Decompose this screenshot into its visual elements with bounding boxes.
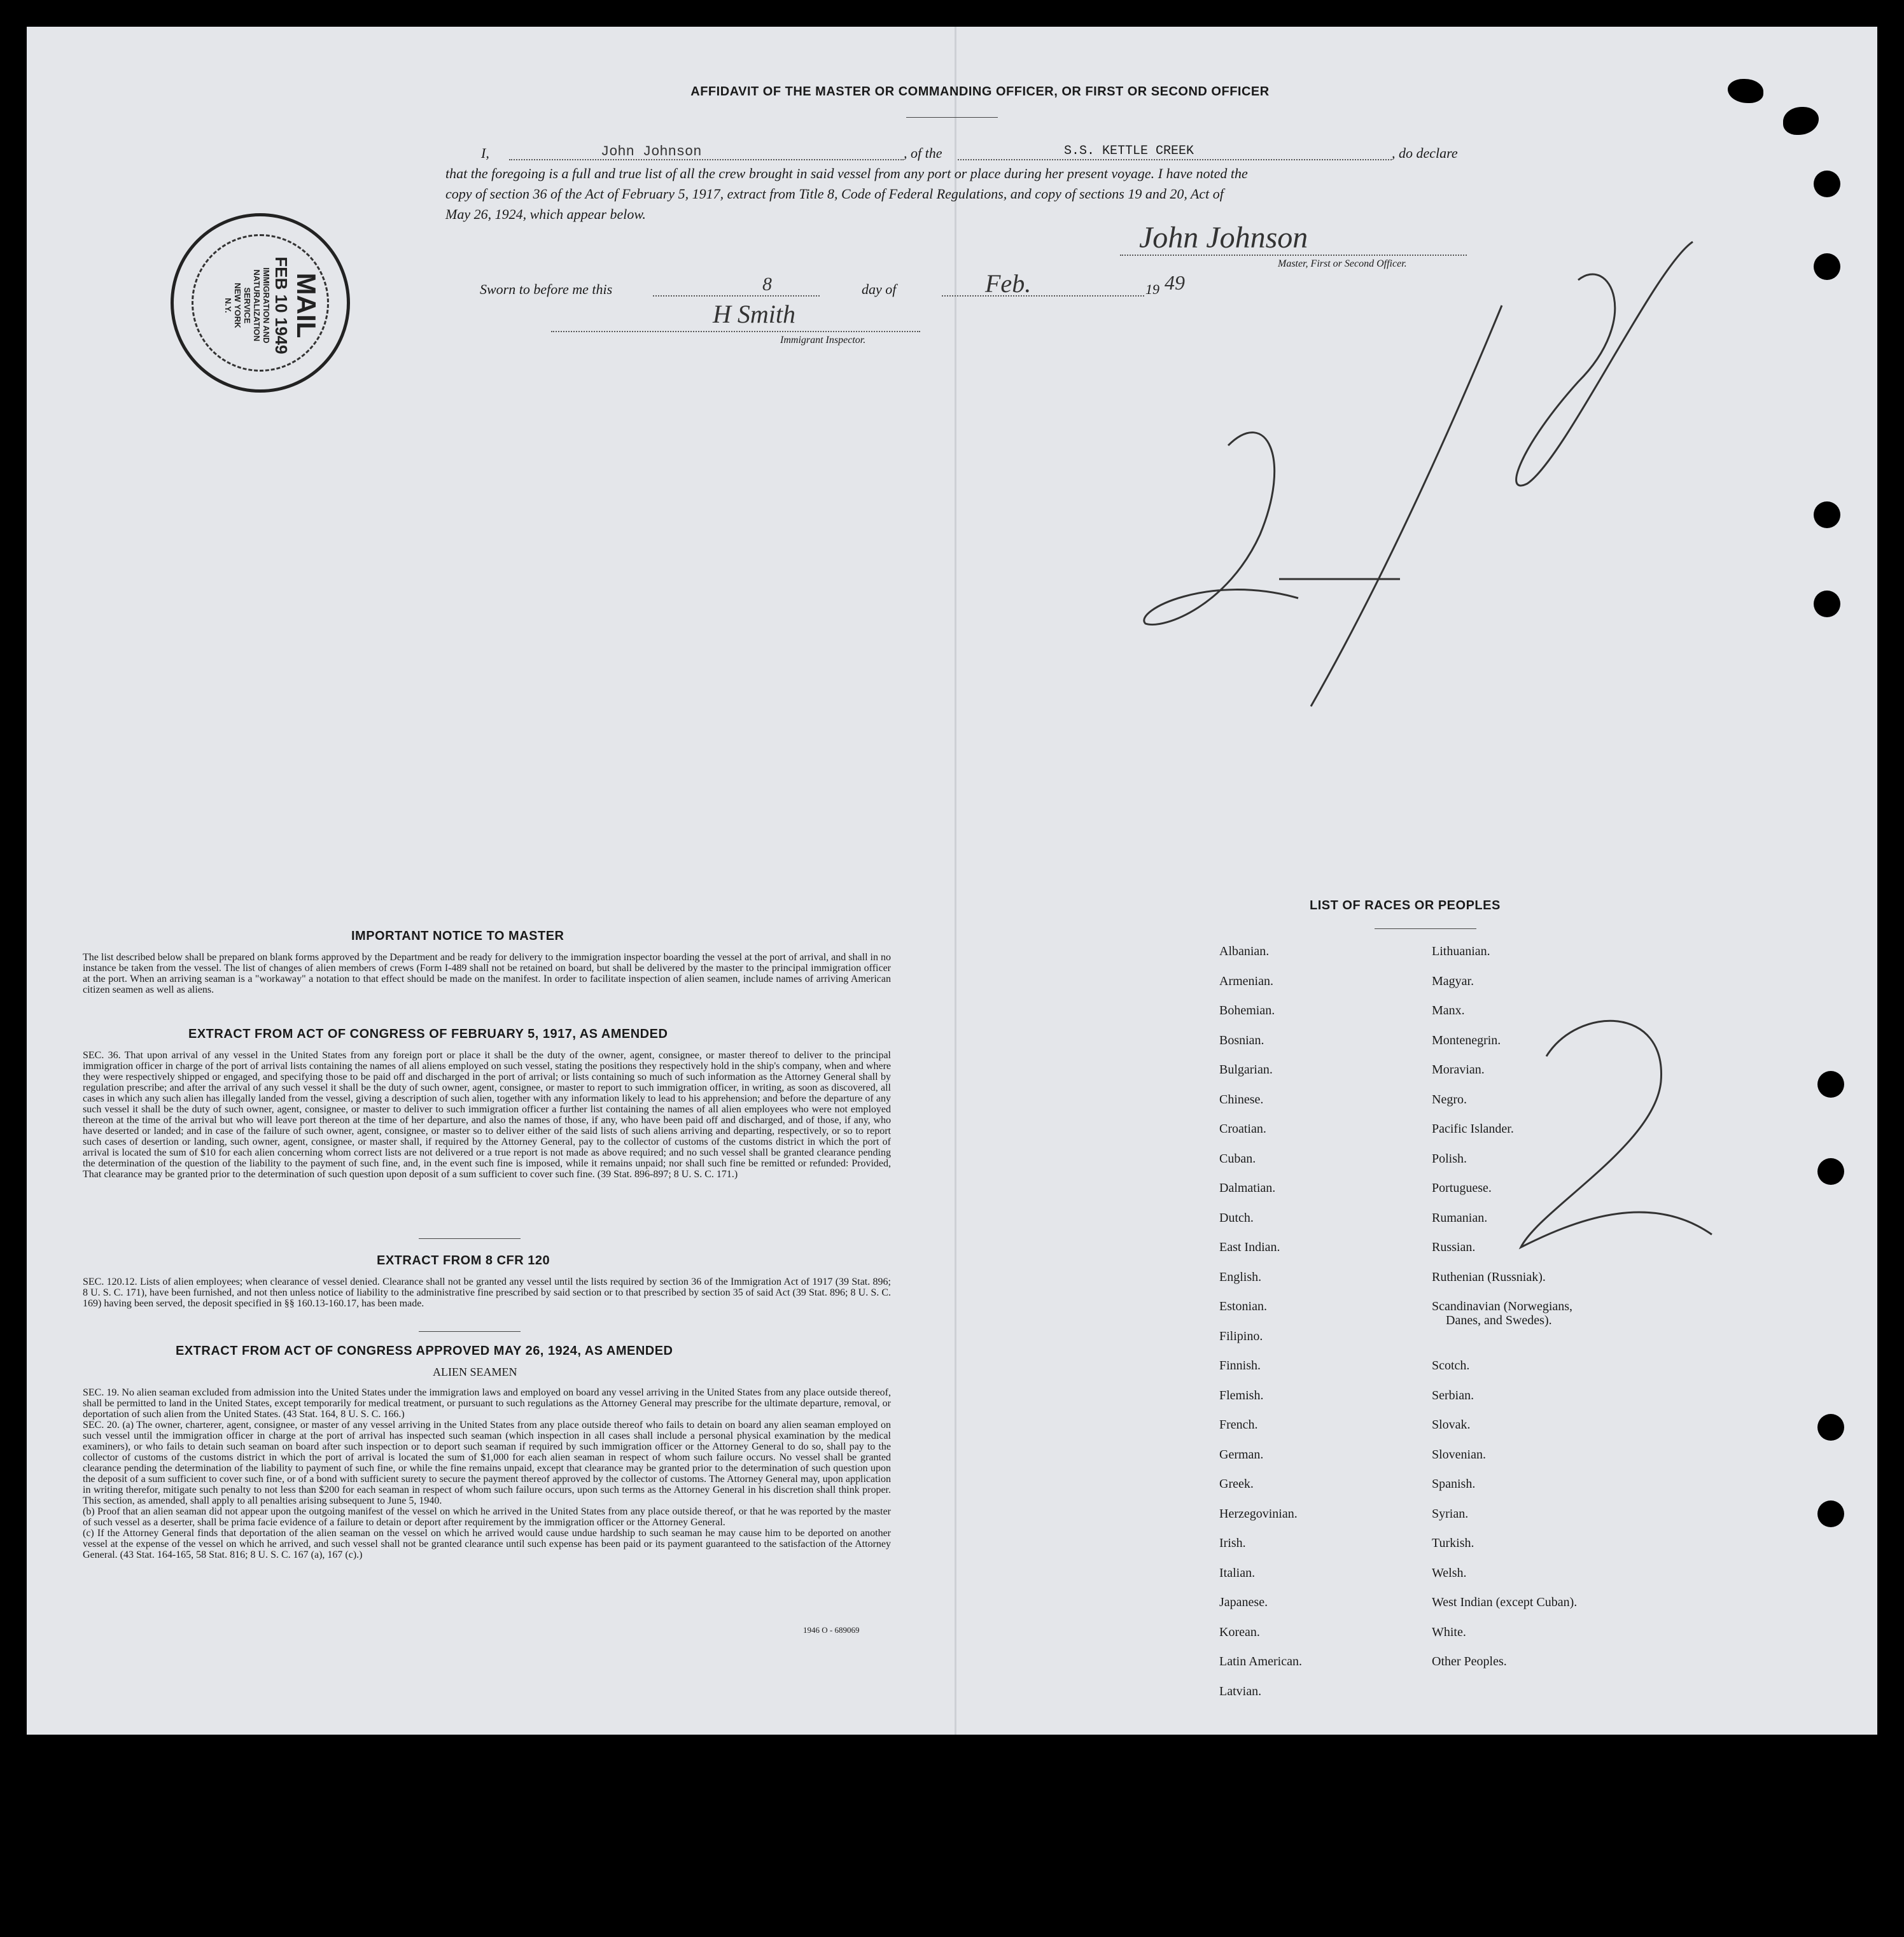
vessel-name: S.S. KETTLE CREEK bbox=[1064, 144, 1194, 158]
stamp-line-3: SERVICE bbox=[242, 287, 252, 324]
inspector-signature: H Smith bbox=[713, 300, 795, 328]
stamp-line-5: N.Y. bbox=[223, 298, 233, 313]
race-item: French. bbox=[1219, 1418, 1258, 1432]
sworn-month: Feb. bbox=[985, 269, 1032, 298]
race-item: Montenegrin. bbox=[1432, 1033, 1501, 1047]
handwritten-248 bbox=[1144, 242, 1693, 706]
extract-cfr-title: EXTRACT FROM 8 CFR 120 bbox=[377, 1254, 550, 1268]
race-item: Negro. bbox=[1432, 1092, 1467, 1107]
race-item: Pacific Islander. bbox=[1432, 1122, 1514, 1136]
extract-1924-body bbox=[83, 1387, 891, 1560]
race-item: Latin American. bbox=[1219, 1654, 1302, 1668]
declaration-line-2: that the foregoing is a full and true list of all the crew brought in said vessel from any port or place during her present voyage. I have noted the bbox=[445, 165, 1248, 181]
race-item: Serbian. bbox=[1432, 1388, 1474, 1402]
sec-20c-paragraph: (c) If the Attorney General finds that deportation of the alien seaman on the vessel on which he arrived would cause undue hardship to such seaman he may cause him to be deported on another vessel at the expense of the vessel on which he arrived, and such vessel shall not be granted clearance until such expense has been paid or its payment guaranteed to the satisfaction of the Attorney General. (43 Stat. 164-165, 58 Stat. 816; 8 U. S. C. 167 (a), 167 (c).) bbox=[83, 1528, 891, 1560]
stamp-word: MAIL bbox=[291, 272, 321, 339]
extract-1917-title: EXTRACT FROM ACT OF CONGRESS OF FEBRUARY 5, 1917, AS AMENDED bbox=[188, 1027, 668, 1041]
race-item: Armenian. bbox=[1219, 974, 1273, 988]
sec-20b-paragraph: (b) Proof that an alien seaman did not appear upon the outgoing manifest of the vessel on which he arrived in the United States from any place outside thereof, or that he was reported by the master of such vessel as a deserter, shall be prima facie evidence of a failure to detain or deport after requirement by the immigration officer or the Attorney General. bbox=[83, 1506, 891, 1528]
sec-19-paragraph: SEC. 19. No alien seaman excluded from admission into the United States under the immigration laws and employed on board any vessel arriving in the United States from any place outside thereof, shall be permitted to land in the United States, except temporarily for medical treatment, or pursuant to such regulations as the Attorney General may prescribe for the ultimate departure, removal, or deportation of such alien from the United States. (43 Stat. 164, 8 U. S. C. 166.) bbox=[83, 1387, 891, 1420]
race-item: Finnish. bbox=[1219, 1359, 1261, 1373]
declaration-line-4: May 26, 1924, which appear below. bbox=[445, 206, 646, 222]
race-item: Scotch. bbox=[1432, 1359, 1470, 1373]
race-item: Bohemian. bbox=[1219, 1003, 1275, 1017]
section-rule bbox=[419, 1331, 521, 1332]
race-item: Flemish. bbox=[1219, 1388, 1264, 1402]
signer-caption: Master, First or Second Officer. bbox=[1278, 258, 1407, 269]
stamp-line-1: IMMIGRATION AND bbox=[262, 267, 271, 344]
affidavit-title: AFFIDAVIT OF THE MASTER OR COMMANDING OFFICER, OR FIRST OR SECOND OFFICER bbox=[690, 85, 1270, 99]
alien-seamen-subtitle: ALIEN SEAMEN bbox=[433, 1366, 517, 1378]
race-item: Estonian. bbox=[1219, 1299, 1267, 1313]
races-title: LIST OF RACES OR PEOPLES bbox=[1310, 899, 1501, 913]
race-item: Moravian. bbox=[1432, 1063, 1485, 1077]
race-item: Cuban. bbox=[1219, 1151, 1256, 1166]
sworn-year: 49 bbox=[1165, 271, 1185, 294]
race-item: West Indian (except Cuban). bbox=[1432, 1595, 1578, 1609]
race-item: Albanian. bbox=[1219, 944, 1270, 958]
race-item: Spanish. bbox=[1432, 1477, 1476, 1491]
section-rule bbox=[419, 1238, 521, 1239]
sworn-label: Sworn to before me this bbox=[480, 281, 613, 297]
race-item: Polish. bbox=[1432, 1151, 1467, 1166]
race-item: East Indian. bbox=[1219, 1240, 1280, 1254]
print-code: 1946 O - 689069 bbox=[803, 1625, 860, 1635]
race-item: Welsh. bbox=[1432, 1565, 1467, 1580]
race-item: Croatian. bbox=[1219, 1122, 1266, 1136]
master-signature: John Johnson bbox=[1139, 221, 1308, 255]
race-item: Herzegovinian. bbox=[1219, 1506, 1298, 1521]
notice-title: IMPORTANT NOTICE TO MASTER bbox=[351, 929, 564, 943]
inspector-caption: Immigrant Inspector. bbox=[780, 335, 866, 346]
race-item: Russian. bbox=[1432, 1240, 1476, 1254]
race-item: Lithuanian. bbox=[1432, 944, 1490, 958]
notice-body: The list described below shall be prepared on blank forms approved by the Department and be ready for delivery to the immigration inspector boarding the vessel at the port of arrival, and shall in no instance be taken from the vessel. The list of changes of alien members of crews (Form I-489 shall not be retained on board, but shall be delivered by the master to the principal immigration officer at the port. When an arriving seaman is a "workaway" a notation to that effect should be made on the manifest. In order to facilitate inspection of alien seamen, include names of arriving American citizen seamen as well as aliens. bbox=[83, 952, 891, 995]
race-item: Dutch. bbox=[1219, 1210, 1254, 1225]
extract-1917-body: SEC. 36. That upon arrival of any vessel in the United States from any foreign port or place it shall be the duty of the owner, agent, consignee, or master thereof to deliver to the principal immigration officer in charge of the port of arrival lists containing the names of all aliens employed on such vessel, stating the positions they respectively hold in the ship's company, when and where they were respectively shipped or engaged, and specifying those to be paid off and discharged in the port of arrival; or lists containing so much of such information as the Attorney General shall by regulation prescribe; and after the arrival of any such vessel it shall be the duty of such owner, agent, consignee, or master to report to such immigration officer, in writing, as soon as discovered, all cases in which any such alien has illegally landed from the vessel, giving a description of such alien, together with any information likely to lead to his apprehension; and before the departure of any such vessel it shall be the duty of such owner, agent, consignee, or master to deliver to such immigration officer a further list containing the names of all alien employees who were not employed thereon at the time of the arrival but who will leave port thereon at the time of her departure, and also the names of those, if any, who have been paid off and discharged, and of those, if any, who have deserted or landed; and in case of the failure of such owner, agent, consignee, or master so to deliver either of the said lists of such aliens arriving and departing, respectively, or so to report such cases of desertion or landing, such owner, agent, consignee, or master shall, if required by the Attorney General, pay to the collector of customs of the customs district in which the port of arrival is located the sum of $10 for each alien concerning whom correct lists are not delivered or a true report is not made as above required; and no such vessel shall be granted clearance pending the determination of the question of the liability to the payment of such fine, and, in the event such fine is imposed, while it remains unpaid; nor shall such fine be remitted or refunded: Provided, That clearance may be granted prior to the determination of such question upon deposit of a sum sufficient to cover such fine. (39 Stat. 896-897; 8 U. S. C. 171.) bbox=[83, 1050, 891, 1180]
stamp-line-2: NATURALIZATION bbox=[252, 269, 262, 342]
race-item: Slovak. bbox=[1432, 1418, 1471, 1432]
master-name: John Johnson bbox=[601, 144, 702, 160]
extract-cfr-body: SEC. 120.12. Lists of alien employees; when clearance of vessel denied. Clearance shall not be granted any vessel until the lists required by section 36 of the Immigration Act of 1917 (39 Stat. 896; 8 U. S. C. 171), have been furnished, and not then unless notice of liability to the administrative fine prescribed by said section or to that prescribed by section 35 of said Act (39 Stat. 896; 8 U. S. C. 169) having been served, the deposit specified in §§ 160.13-160.17, has been made. bbox=[83, 1276, 891, 1309]
race-item: Latvian. bbox=[1219, 1684, 1262, 1698]
race-item: Other Peoples. bbox=[1432, 1654, 1507, 1668]
race-item: Dalmatian. bbox=[1219, 1181, 1276, 1195]
declaration-i: I, bbox=[481, 145, 489, 161]
race-item: Manx. bbox=[1432, 1003, 1465, 1017]
stamp-date: FEB 10 1949 bbox=[272, 256, 291, 354]
race-item-continuation: Danes, and Swedes). bbox=[1446, 1313, 1552, 1327]
extract-1924-title: EXTRACT FROM ACT OF CONGRESS APPROVED MAY 26, 1924, AS AMENDED bbox=[176, 1344, 673, 1358]
race-item: Irish. bbox=[1219, 1536, 1246, 1550]
race-item: Italian. bbox=[1219, 1565, 1256, 1580]
race-item: Bosnian. bbox=[1219, 1033, 1264, 1047]
race-item: Rumanian. bbox=[1432, 1210, 1488, 1225]
race-item: Filipino. bbox=[1219, 1329, 1263, 1343]
race-item: Magyar. bbox=[1432, 974, 1474, 988]
race-item: Korean. bbox=[1219, 1625, 1260, 1639]
races-title-rule bbox=[1375, 928, 1476, 929]
sworn-day: 8 bbox=[762, 274, 772, 295]
declaration-line-3: copy of section 36 of the Act of February 5, 1917, extract from Title 8, Code of Federal Regulations, and copy of sections 19 and 20, Act of bbox=[445, 186, 1224, 202]
race-item: German. bbox=[1219, 1447, 1264, 1462]
race-item: Greek. bbox=[1219, 1477, 1254, 1491]
race-item: Turkish. bbox=[1432, 1536, 1474, 1550]
year-prefix: 19 bbox=[1145, 281, 1159, 297]
race-item: Ruthenian (Russniak). bbox=[1432, 1269, 1546, 1284]
of-the-label: , of the bbox=[904, 145, 942, 161]
race-item: Syrian. bbox=[1432, 1506, 1469, 1521]
day-of-label: day of bbox=[862, 281, 897, 297]
sec-20a-paragraph: SEC. 20. (a) The owner, charterer, agent, consignee, or master of any vessel arriving in the United States from any place outside thereof who fails to detain on board any alien seaman employed on such vessel until the immigration officer in charge at the port of arrival has inspected such seaman (which inspection in all cases shall include a personal physical examination by the medical examiners), or who fails to detain such seaman on board after such inspection or to deport such seaman if required by such immigration officer or the Attorney General to do so, shall pay to the collector of customs of the customs district in which the port of arrival is located the sum of $1,000 for each alien seaman in respect of whom such failure occurs. No vessel shall be granted clearance pending the determination of the liability to payment of such fine, or while the fine remains unpaid, except that clearance may be granted prior to the determination of such question upon the deposit of a sum sufficient to cover such fine, or of a bond with sufficient surety to secure the payment thereof approved by the collector of customs. The Attorney General may, upon application in writing therefor, mitigate such penalty to not less than $200 for each seaman in respect of whom such failure occurs, upon such terms as the Attorney General in his discretion shall think proper. This section, as amended, shall apply to all penalties arising subsequent to June 5, 1940. bbox=[83, 1420, 891, 1506]
race-item: White. bbox=[1432, 1625, 1466, 1639]
race-item: Portuguese. bbox=[1432, 1181, 1492, 1195]
do-declare-label: , do declare bbox=[1392, 145, 1458, 161]
race-item: English. bbox=[1219, 1269, 1262, 1284]
race-item: Slovenian. bbox=[1432, 1447, 1486, 1462]
stamp-line-4: NEW YORK bbox=[233, 283, 242, 328]
handwritten-2 bbox=[1521, 1021, 1712, 1247]
race-item: Japanese. bbox=[1219, 1595, 1268, 1609]
race-item: Chinese. bbox=[1219, 1092, 1264, 1107]
race-item: Bulgarian. bbox=[1219, 1063, 1273, 1077]
race-item: Scandinavian (Norwegians, bbox=[1432, 1299, 1573, 1313]
